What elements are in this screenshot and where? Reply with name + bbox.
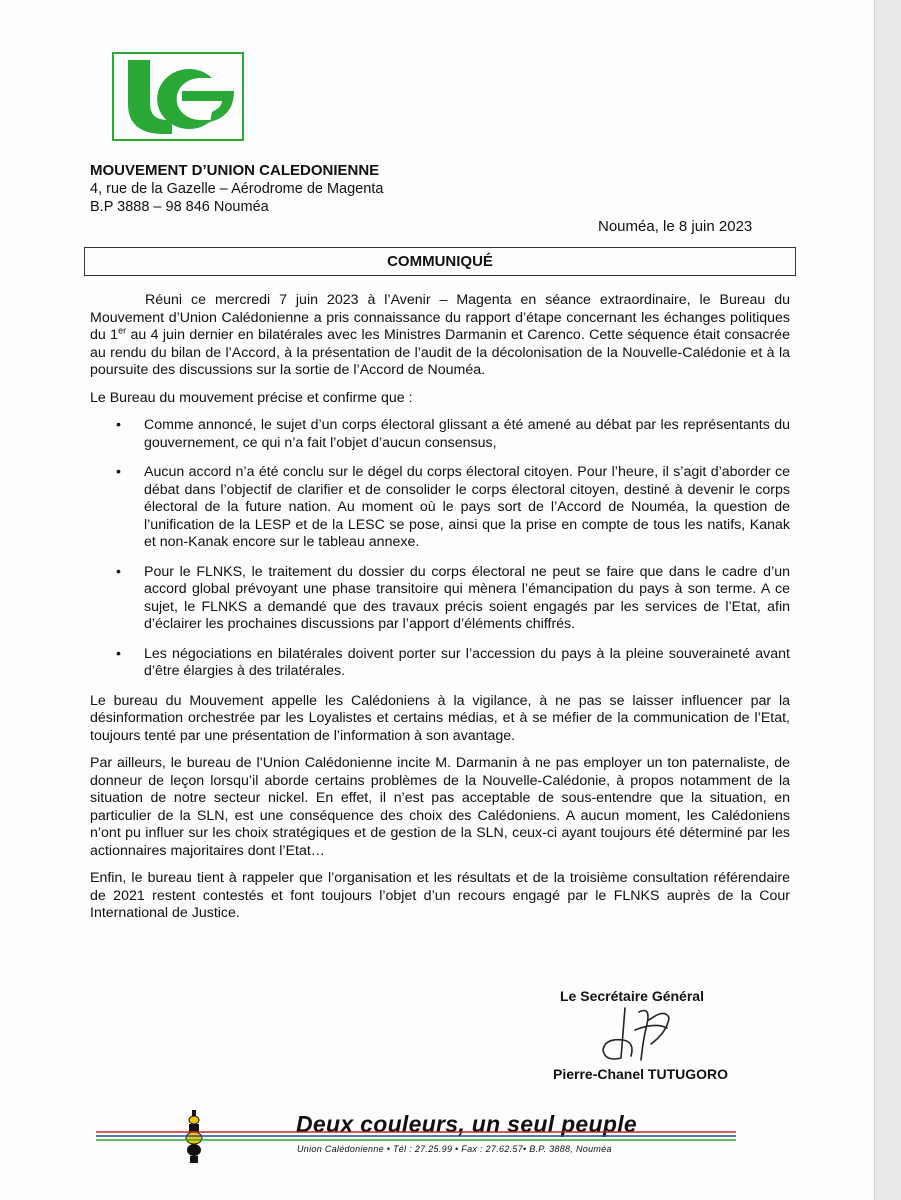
union-caledonienne-logo [112,52,244,141]
intro-paragraph [90,292,790,380]
uc-logo-icon [114,54,242,139]
list-item-text: Comme annoncé, le sujet d’un corps électoral glissant a été amené au débat par les représentants du gouvernement, ce qui n’a fait l’objet d’aucun consensus, [144,417,790,451]
list-item [90,417,790,452]
intro-superscript: er [118,325,127,336]
list-item [90,564,790,634]
intro-text-2: au 4 juin dernier en bilatérales avec les Ministres Darmanin et Carenco. Cette séquence était consacrée au rendu du bilan de l’Accord, à la présentation de l’audit de la décolonisation de la Nouvelle-Calédonie et à la poursuite des discussions sur la sortie de l’Accord de Nouméa. [90,327,790,378]
bullet-list [90,417,790,681]
paragraph-darmanin: Par ailleurs, le bureau de l’Union Calédonienne incite M. Darmanin à ne pas employer un ton paternaliste, de donneur de leçon lorsqu’il aborde certains problèmes de la Nouvelle-Calédonie, à propos notamment de la situation de notre secteur nickel. En effet, il n’est pas acceptable de sous-entendre que la situation, en particulier de la SLN, est une conséquence des choix des Calédoniens. A aucun moment, les Calédoniens n’ont pu influer sur les choix stratégiques et de gestion de la SLN, ceux-ci ayant toujours été déterminé par les actionnaires majoritaires dont l’Etat… [90,755,790,859]
document-title: COMMUNIQUÉ [84,247,796,276]
paragraph-referendum: Enfin, le bureau tient à rappeler que l’organisation et les résultats et de la troisième consultation référendaire de 2021 restent contestés et font toujours l’objet d’un recours engagé par le FLNKS auprès de la Cour International de Justice. [90,870,790,921]
list-item [90,464,790,552]
document-body [90,292,790,933]
list-item-text: Les négociations en bilatérales doivent porter sur l’accession du pays à la pleine souveraineté avant d’être élargies à des trilatérales. [144,645,790,679]
list-item-text: Aucun accord n’a été conclu sur le dégel du corps électoral citoyen. Pour l’heure, il s’agit d’aborder ce débat dans l’objectif de clarifier et de consolider le corps électoral citoyen, destiné à devenir le corps électoral de la future nation. Au moment où le pays sort de l’Accord de Nouméa, la question de l’unification de la LESP et de la LESC se pose, ainsi que la prise en compte de tous les natifs, Kanak et non-Kanak encore sur le tableau annexe. [144,464,790,550]
document-date: Nouméa, le 8 juin 2023 [598,218,753,235]
bullet-icon: • [116,417,121,433]
list-item-text: Pour le FLNKS, le traitement du dossier du corps électoral ne peut se faire que dans le cadre d’un accord global prévoyant une phase transitoire qui mènera l’émancipation du pays à son terme. A ce sujet, le FLNKS a demandé que des travaux précis soient engagés par les services de l’Etat, afin d’éclairer les prochaines discussions par l’apport d’éléments chiffrés. [144,563,790,632]
footer-tricolor-stripes [96,1130,736,1144]
bullet-icon: • [116,645,121,662]
address-line-2: B.P 3888 – 98 846 Nouméa [90,199,269,215]
letterhead [90,162,383,216]
list-item [90,646,790,681]
address-line-1: 4, rue de la Gazelle – Aérodrome de Magenta [90,181,384,197]
intro-text-1: Réuni ce mercredi 7 juin 2023 à l’Avenir – Magenta en séance extraordinaire, le Bureau du Mouvement d’Union Calédonienne a pris connaissance du rapport d’étape concernant les échanges politiques du 1 [90,292,790,343]
bullet-icon: • [116,464,121,480]
paragraph-vigilance: Le bureau du Mouvement appelle les Calédoniens à la vigilance, à ne pas se laisser influencer par la désinformation orchestrée par les Loyalistes et certains médias, et à se méfier de la communication de l’Etat, toujours tenté par une présentation de l’information à son avantage. [90,692,790,744]
footer-contact: Union Calédonienne • Tél : 27.25.99 • Fax : 27.62.57• B.P. 3888, Nouméa [297,1144,612,1154]
organization-name: MOUVEMENT D’UNION CALEDONIENNE [90,162,380,179]
signatory-title: Le Secrétaire Général [560,988,704,1004]
footer-slogan: Deux couleurs, un seul peuple [296,1111,637,1137]
lead-sentence: Le Bureau du mouvement précise et confirme que : [90,389,413,406]
handwritten-signature-icon [595,1000,685,1075]
signatory-name: Pierre-Chanel TUTUGORO [553,1066,729,1082]
bullet-icon: • [116,563,121,580]
